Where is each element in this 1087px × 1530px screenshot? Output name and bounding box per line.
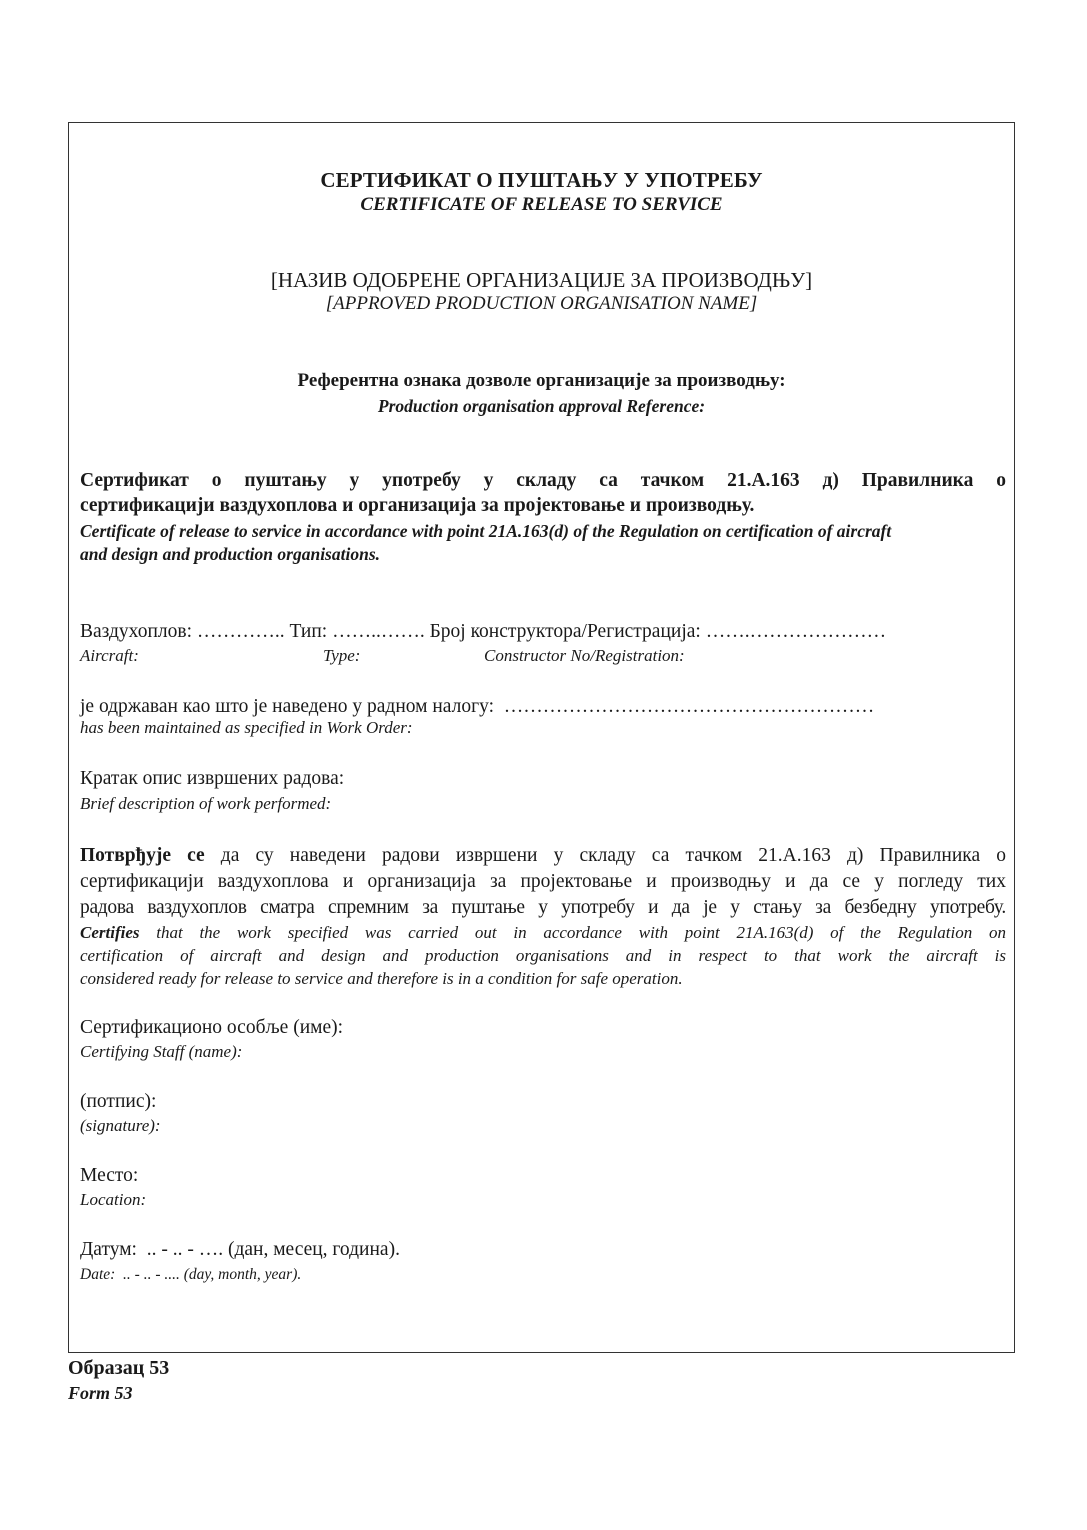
certificate-statement-serbian xyxy=(80,468,1006,518)
aircraft-field[interactable]: ………….. xyxy=(196,621,285,642)
certificate-statement-english xyxy=(80,520,1006,566)
date-label-english: Date: .. - .. - .... (day, month, year). xyxy=(80,1266,302,1283)
certificate-statement-sr-line2: сертификацији ваздухоплова и организација за пројектовање и производњу. xyxy=(80,495,755,516)
work-order-label-english: has been maintained as specified in Work Order: xyxy=(80,718,413,737)
approval-reference-english: Production organisation approval Reference: xyxy=(377,396,706,416)
location-label-serbian: Место: xyxy=(80,1165,139,1186)
work-order-row-serbian xyxy=(80,696,1006,718)
confirmation-sr-bold: Потврђује се xyxy=(80,845,205,866)
confirmation-sr-line1-text: да су наведени радови извршени у складу са тачком 21.А.163 д) Правилника о xyxy=(204,845,1006,866)
org-name-serbian: [НАЗИВ ОДОБРЕНЕ ОРГАНИЗАЦИЈЕ ЗА ПРОИЗВОДЊУ] xyxy=(270,268,813,292)
type-label: Тип: xyxy=(289,621,328,642)
confirmation-en-line2: certification of aircraft and design and production organisations and in respect to that work the aircraft is xyxy=(80,946,1006,965)
org-name-english: [APPROVED PRODUCTION ORGANISATION NAME] xyxy=(325,293,758,314)
constructor-label-english: Constructor No/Registration: xyxy=(484,646,685,665)
confirmation-english xyxy=(80,921,1006,990)
date-label-serbian: Датум: .. - .. - …. (дан, месец, година). xyxy=(80,1239,400,1260)
confirmation-sr-line1 xyxy=(80,843,1006,869)
certificate-statement-en-line1: Certificate of release to service in accordance with point 21A.163(d) of the Regulation on certification of aircraft xyxy=(80,521,892,541)
certifying-staff-label-english: Certifying Staff (name): xyxy=(80,1042,243,1061)
type-label-english: Type: xyxy=(323,646,361,665)
form-number-english: Form 53 xyxy=(68,1383,133,1403)
certifying-staff-label-serbian: Сертификационо особље (име): xyxy=(80,1017,344,1038)
aircraft-label-english: Aircraft: xyxy=(80,646,139,665)
type-field[interactable]: ……..……. xyxy=(332,621,425,642)
confirmation-sr-line3: радова ваздухоплов сматра спремним за пуштање у употребу и да је у стању за безбедну употребу. xyxy=(80,897,1006,918)
confirmation-en-bold: Certifies xyxy=(80,923,140,942)
confirmation-en-line1 xyxy=(80,921,1006,944)
aircraft-label: Ваздухоплов: xyxy=(80,621,192,642)
signature-label-english: (signature): xyxy=(80,1116,161,1135)
brief-description-label-serbian: Кратак опис извршених радова: xyxy=(80,768,345,789)
constructor-label: Број конструктора/Регистрација: xyxy=(429,621,701,642)
confirmation-paragraph xyxy=(80,843,1006,990)
confirmation-sr-line2: сертификацији ваздухоплова и организација за пројектовање и производњу и да се у погледу тих xyxy=(80,871,1006,892)
signature-label-serbian: (потпис): xyxy=(80,1091,157,1112)
title-english: CERTIFICATE OF RELEASE TO SERVICE xyxy=(360,194,723,215)
certificate-statement-en-line2: and design and production organisations. xyxy=(80,544,381,564)
constructor-field[interactable]: …….………………… xyxy=(705,621,887,642)
brief-description-label-english: Brief description of work performed: xyxy=(80,794,332,813)
confirmation-en-line3: considered ready for release to service and therefore is in a condition for safe operation. xyxy=(80,969,683,988)
approval-reference-serbian: Референтна ознака дозволе организације за производњу: xyxy=(297,370,786,391)
title-serbian: СЕРТИФИКАТ О ПУШТАЊУ У УПОТРЕБУ xyxy=(320,168,763,192)
confirmation-serbian xyxy=(80,843,1006,921)
confirmation-en-line1-text: that the work specified was carried out in accordance with point 21A.163(d) of the Regulation on xyxy=(139,923,1006,942)
work-order-label: је одржаван као што је наведено у радном налогу: xyxy=(80,696,495,717)
work-order-field[interactable]: ………………………………………………… xyxy=(503,696,875,717)
form-number-serbian: Образац 53 xyxy=(68,1357,170,1379)
aircraft-row-serbian xyxy=(80,621,1006,643)
certificate-statement-sr-line1: Сертификат о пуштању у употребу у складу са тачком 21.А.163 д) Правилника о xyxy=(80,470,1006,491)
location-label-english: Location: xyxy=(80,1190,147,1209)
